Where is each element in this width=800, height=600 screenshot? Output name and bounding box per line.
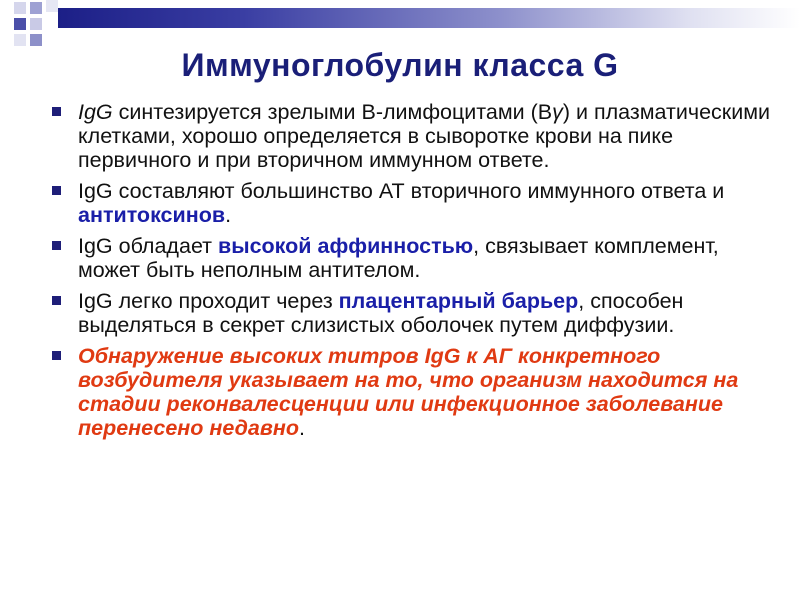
highlight-text: антитоксинов bbox=[78, 203, 226, 227]
bullet-text: , связывает комплемент, может быть неполным антителом. bbox=[78, 234, 719, 282]
bullet-item bbox=[52, 100, 772, 172]
deco-square bbox=[14, 34, 26, 46]
bullet-text: IgG bbox=[78, 100, 113, 124]
bullet-text: синтезируется зрелыми В-лимфоцитами (В bbox=[112, 100, 553, 124]
bullet-item bbox=[52, 289, 772, 337]
deco-square bbox=[14, 2, 26, 14]
bullet-item bbox=[52, 179, 772, 227]
bullet-text: IgG составляют большинство АТ вторичного иммунного ответа и bbox=[78, 179, 725, 203]
emphasis-text: Обнаружение высоких титров IgG к АГ конкретного возбудителя указывает на то, что организм находится на стадии реконвалесценции или инфекционное заболевание перенесено недавно bbox=[78, 344, 739, 440]
square-bullet-icon bbox=[52, 296, 61, 305]
bullet-item bbox=[52, 344, 772, 440]
bullet-item bbox=[52, 234, 772, 282]
highlight-text: высокой аффинностью bbox=[218, 234, 474, 258]
bullet-text: IgG легко проходит через bbox=[78, 289, 339, 313]
bullet-text: γ bbox=[552, 100, 563, 124]
square-bullet-icon bbox=[52, 351, 61, 360]
square-bullet-icon bbox=[52, 107, 61, 116]
header-gradient-bar bbox=[58, 8, 800, 28]
deco-square bbox=[30, 18, 42, 30]
bullet-text: IgG обладает bbox=[78, 234, 219, 258]
deco-square bbox=[30, 34, 42, 46]
deco-square bbox=[14, 18, 26, 30]
bullet-text: ) и плазматическими клетками, хорошо определяется в сыворотке крови на пике первичного и при вторичном иммунном ответе. bbox=[78, 100, 770, 172]
bullet-text: , способен выделяться в секрет слизистых оболочек путем диффузии. bbox=[78, 289, 684, 337]
bullet-text: . bbox=[298, 416, 305, 440]
deco-square bbox=[46, 0, 58, 12]
bullet-list bbox=[52, 100, 772, 447]
square-bullet-icon bbox=[52, 241, 61, 250]
slide-title: Иммуноглобулин класса G bbox=[181, 47, 619, 83]
highlight-text: плацентарный барьер bbox=[338, 289, 579, 313]
deco-square bbox=[30, 2, 42, 14]
square-bullet-icon bbox=[52, 186, 61, 195]
bullet-text: . bbox=[225, 203, 232, 227]
